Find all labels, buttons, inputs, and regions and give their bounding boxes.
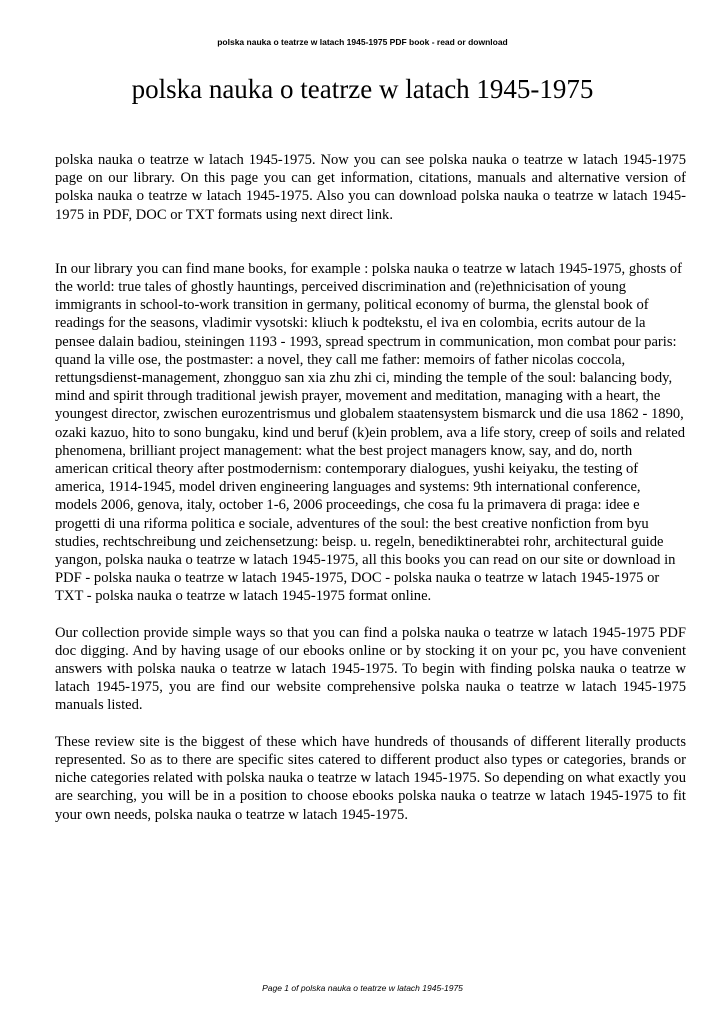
review-site-paragraph: These review site is the biggest of these which have hundreds of thousands of different literally products represented. So as to there are specific sites catered to different product also types or categories, brands or niche categories related with polska nauka o teatrze w latach 1945-1975. So depending on what exactly you are searching, you will be in a position to choose ebooks polska nauka o teatrze w latach 1945-1975 to fit your own needs, polska nauka o teatrze w latach 1945-1975. bbox=[55, 733, 686, 823]
page-footer: Page 1 of polska nauka o teatrze w latach 1945-1975 bbox=[262, 983, 463, 993]
page-title: polska nauka o teatrze w latach 1945-1975 bbox=[131, 74, 594, 104]
document-body bbox=[55, 151, 686, 824]
intro-paragraph: polska nauka o teatrze w latach 1945-1975. Now you can see polska nauka o teatrze w latach 1945-1975 page on our library. On this page you can get information, citations, manuals and alternative version of polska nauka o teatrze w latach 1945-1975. Also you can download polska nauka o teatrze w latach 1945-1975 in PDF, DOC or TXT formats using next direct link. bbox=[55, 152, 686, 223]
page-header: polska nauka o teatrze w latach 1945-1975 PDF book - read or download bbox=[217, 37, 508, 47]
library-books-paragraph: In our library you can find mane books, for example : polska nauka o teatrze w latach 1945-1975, ghosts of the world: true tales of ghostly hauntings, perceived discrimination and (re)ethnicisation of young immigrants in school-to-work transition in germany, political economy of burma, the glenstal book of readings for the seasons, vladimir vysotski: kliuch k podtekstu, el iva en colombia, ecrits autour de la pensee dalain badiou, steiningen 1193 - 1993, spread spectrum in communication, mon combat pour paris: quand la ville ose, the postmaster: a novel, they call me father: memoirs of father nicolas coccola, rettungsdienst-management, zhongguo san xia zhu zhi ci, minding the temple of the soul: balancing body, mind and spirit through traditional jewish prayer, movement and meditation, managing with a heart, the youngest director, zwischen eurozentrismus und globalem staatensystem bismarck und die usa 1862 - 1890, ozaki kazuo, hito to sono bungaku, kind und beruf (k)ein problem, ava a life story, creep of soils and related phenomena, brilliant project management: what the best project managers know, say, and do, north american critical theory after postmodernism: contemporary dialogues, yushi keiyaku, the testing of america, 1914-1945, model driven engineering languages and systems: 9th international conference, models 2006, genova, italy, october 1-6, 2006 proceedings, che cosa fu la primavera di praga: idee e progetti di una riforma politica e sociale, adventures of the soul: the best creative nonfiction from byu studies, rechtschreibung und zeichensetzung: beisp. u. regeln, benediktinerabtei rohr, architectural guide yangon, polska nauka o teatrze w latach 1945-1975, all this books you can read on our site or download in PDF - polska nauka o teatrze w latach 1945-1975, DOC - polska nauka o teatrze w latach 1945-1975 or TXT - polska nauka o teatrze w latach 1945-1975 format online. bbox=[55, 260, 686, 605]
collection-paragraph: Our collection provide simple ways so that you can find a polska nauka o teatrze w latach 1945-1975 PDF doc digging. And by having usage of our ebooks online or by stocking it on your pc, you have convenient answers with polska nauka o teatrze w latach 1945-1975. To begin with finding polska nauka o teatrze w latach 1945-1975, you are find our website comprehensive polska nauka o teatrze w latach 1945-1975 manuals listed. bbox=[55, 624, 686, 714]
